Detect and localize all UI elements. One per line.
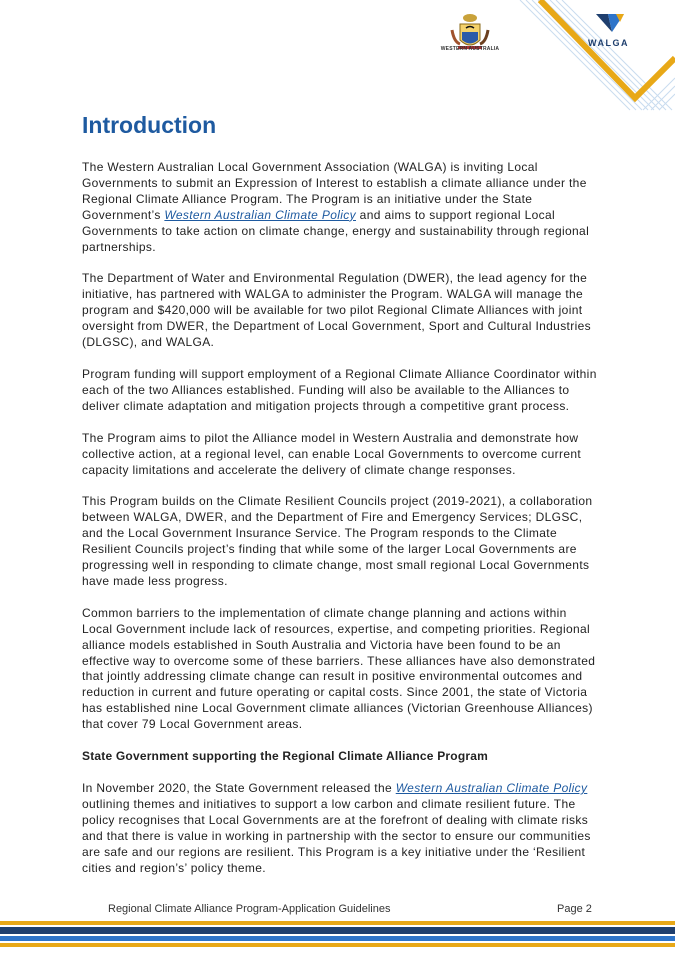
paragraph-intro [82,160,597,255]
page-title: Introduction [82,112,217,138]
footer-stripe-navy [0,927,675,934]
paragraph-state-government [82,781,597,876]
paragraph-barriers: Common barriers to the implementation of climate change planning and actions within Local Government include lack of resources, expertise, and competing priorities. Regional alliance models established in South Australia and Victoria have been found to be an effective way to overcome some of these barriers. These alliances have also demonstrated that jointly addressing climate change can result in positive environmental outcomes and reduction in current and future operating or capital costs. Since 2001, the state of Victoria has established nine Local Government climate alliances (Victorian Greenhouse Alliances) that cover 79 Local Government areas. [82,605,596,732]
climate-policy-link-2[interactable]: Western Australian Climate Policy [395,781,588,795]
paragraph-text: outlining themes and initiatives to support a low carbon and climate resilient future. The policy recognises that Local Governments are at the forefront of dealing with climate risks and that there is value in working in partnership with the sector to ensure our communities are safe and our regions are resilient. This Program is a key initiative under the ‘Resilient cities and region’s’ policy theme. [82,796,591,875]
footer-page-number: Page 2 [557,903,592,915]
paragraph-funding: Program funding will support employment of a Regional Climate Alliance Coordinator within each of the two Alliances established. Funding will also be available to the Alliances to deliver climate adaptation and mitigation projects through a competitive grant process. [82,366,597,413]
walga-logo-label: WALGA [588,38,629,48]
paragraph-text: In November 2020, the State Government released the [82,781,396,795]
paragraph-aims: The Program aims to pilot the Alliance model in Western Australia and demonstrate how collective action, at a regional level, can enable Local Governments to overcome current capacity limitations and accelerate the delivery of climate change responses. [82,430,582,477]
footer-stripe-gold-bottom [0,943,675,947]
walga-logo-icon [594,12,626,34]
paragraph-text: The Western Australian Local Government Association (WALGA) is inviting Local Governments to submit an Expression of Interest to establish a climate alliance under the Regional Climate Alliance Program. The Program is an initiative under the State Government’s [82,160,587,222]
footer-document-title: Regional Climate Alliance Program-Application Guidelines [108,903,391,915]
wa-crest-label: WESTERN AUSTRALIA [440,46,500,52]
footer-stripe-gold [0,921,675,925]
paragraph-builds-on: This Program builds on the Climate Resilient Councils project (2019-2021), a collaboration between WALGA, DWER, and the Department of Fire and Emergency Services; DLGSC, and the Local Government Insurance Service. The Program responds to the Climate Resilient Councils project’s finding that while some of the larger Local Governments are progressing well in responding to climate change, most small regional Local Governments have made less progress. [82,494,593,588]
paragraph-dwer: The Department of Water and Environmental Regulation (DWER), the lead agency for the initiative, has partnered with WALGA to administer the Program. WALGA will manage the program and $420,000 will be available for two pilot Regional Climate Alliances with joint oversight from DWER, the Department of Local Government, Sport and Cultural Industries (DLGSC), and WALGA. [82,271,591,350]
section-subheading: State Government supporting the Regional Climate Alliance Program [82,749,488,764]
footer-stripe-blue [0,936,675,941]
document-body [82,110,597,892]
climate-policy-link[interactable]: Western Australian Climate Policy [164,207,356,222]
paragraph-text: and aims to support regional Local Governments to take action on climate change, energy and sustainability through regional partnerships. [82,207,590,254]
